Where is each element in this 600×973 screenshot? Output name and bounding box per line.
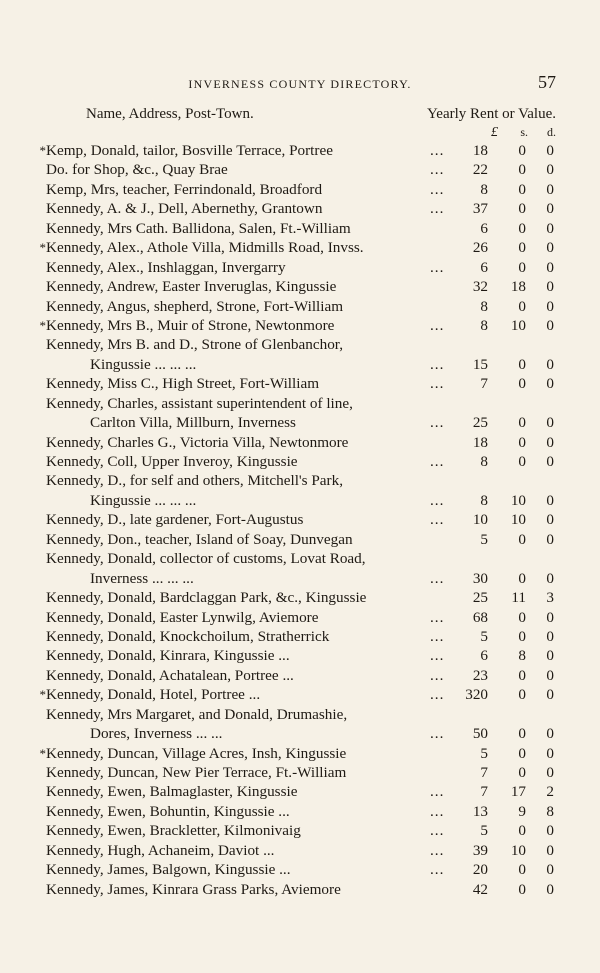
pounds-unit: £ (491, 125, 498, 140)
entry-dots: ... (430, 161, 445, 179)
entry-text: Kemp, Mrs, teacher, Ferrindonald, Broadford (46, 180, 323, 198)
entry-pounds: 5 (480, 744, 488, 762)
entry-pence: 0 (546, 861, 554, 879)
entry-dots: ... (430, 841, 445, 859)
entry-text: Kennedy, Don., teacher, Island of Soay, Dunvegan (46, 530, 353, 548)
entry-pounds: 50 (472, 725, 488, 743)
name-column-heading: Name, Address, Post-Town. (86, 106, 254, 122)
directory-entry (0, 685, 600, 704)
entry-pence: 0 (546, 278, 554, 296)
entry-pounds: 320 (465, 686, 488, 704)
entry-text: Kennedy, D., late gardener, Fort-Augustus (46, 511, 304, 529)
entry-text: Kennedy, Mrs B. and D., Strone of Glenbanchor, (46, 336, 344, 354)
directory-entry (0, 763, 600, 782)
entry-pence: 0 (546, 686, 554, 704)
directory-entry (0, 530, 600, 549)
entry-pounds: 39 (472, 841, 488, 859)
entry-shillings: 0 (518, 764, 526, 781)
directory-entry (0, 646, 600, 665)
entry-pounds: 8 (480, 180, 488, 198)
entry-dots: ... (430, 355, 445, 373)
entry-pence: 0 (546, 258, 554, 276)
entry-pounds: 8 (480, 316, 488, 334)
entry-text: Kennedy, Donald, Kinrara, Kingussie ... (46, 647, 290, 665)
directory-entry (0, 705, 600, 724)
directory-entry (0, 588, 600, 607)
directory-entry (0, 744, 600, 763)
entry-dots: ... (430, 375, 445, 393)
entry-pence: 0 (546, 608, 554, 626)
directory-entry (0, 413, 600, 432)
entry-dots: ... (430, 511, 445, 529)
entry-text: Kennedy, Duncan, Village Acres, Insh, Kingussie (46, 744, 347, 762)
column-headings (0, 106, 600, 126)
entry-pence: 3 (546, 589, 554, 607)
entry-pounds: 7 (480, 375, 488, 393)
entry-pounds: 25 (472, 414, 488, 432)
entry-pounds: 8 (480, 491, 488, 509)
rent-column-heading: Yearly Rent or Value. (426, 106, 556, 122)
entry-pence: 0 (546, 161, 554, 179)
directory-entry (0, 549, 600, 568)
directory-entry (0, 666, 600, 685)
entry-dots: ... (430, 627, 445, 645)
directory-entry (0, 491, 600, 510)
entry-shillings: 8 (518, 647, 526, 665)
directory-entry (0, 452, 600, 471)
entry-shillings: 10 (510, 316, 526, 334)
entry-pence: 0 (546, 316, 554, 334)
entry-mark: * (39, 240, 46, 256)
entry-dots: ... (430, 258, 445, 276)
entry-pounds: 20 (472, 861, 488, 879)
entry-pounds: 5 (480, 627, 488, 645)
entry-text: Dores, Inverness ... ... (90, 725, 223, 743)
directory-entry (0, 316, 600, 335)
entry-shillings: 0 (518, 375, 526, 393)
entry-text: Kennedy, Angus, shepherd, Strone, Fort-William (46, 297, 344, 315)
entry-shillings: 0 (518, 258, 526, 276)
currency-units (0, 125, 600, 141)
directory-entry (0, 802, 600, 821)
entry-text: Kennedy, Miss C., High Street, Fort-William (46, 375, 320, 393)
entry-pounds: 10 (472, 511, 488, 529)
entry-shillings: 0 (518, 666, 526, 684)
directory-entry (0, 258, 600, 277)
directory-entry (0, 860, 600, 879)
entry-shillings: 0 (518, 433, 526, 451)
entry-pounds: 26 (472, 239, 488, 257)
entry-pounds: 18 (472, 142, 488, 159)
entry-pounds: 22 (472, 161, 488, 179)
entry-shillings: 10 (510, 841, 526, 859)
entry-pounds: 8 (480, 297, 488, 315)
shillings-unit: s. (520, 125, 528, 139)
entry-pounds: 32 (472, 278, 488, 296)
entry-dots: ... (430, 861, 445, 879)
entry-shillings: 0 (518, 608, 526, 626)
entry-shillings: 0 (518, 200, 526, 218)
entry-text: Kennedy, Mrs B., Muir of Strone, Newtonmore (46, 316, 335, 334)
entry-dots: ... (430, 666, 445, 684)
entry-pounds: 8 (480, 453, 488, 470)
directory-entry (0, 569, 600, 588)
entry-dots: ... (430, 180, 445, 198)
entry-pounds: 37 (472, 200, 488, 218)
entry-text: Kennedy, Donald, collector of customs, Lovat Road, (46, 550, 366, 568)
directory-entry (0, 141, 600, 160)
entry-pounds: 7 (480, 764, 488, 781)
entry-text: Kennedy, James, Balgown, Kingussie ... (46, 861, 291, 879)
entry-text: Kingussie ... ... ... (90, 491, 197, 509)
entry-shillings: 0 (518, 239, 526, 257)
entry-text: Kennedy, Ewen, Bohuntin, Kingussie ... (46, 802, 290, 820)
entry-shillings: 0 (518, 180, 526, 198)
directory-entry (0, 471, 600, 490)
entry-pence: 0 (546, 647, 554, 665)
entry-pence: 0 (546, 433, 554, 451)
entry-text: Kennedy, Ewen, Brackletter, Kilmonivaig (46, 822, 301, 840)
entry-dots: ... (430, 569, 445, 587)
entry-text: Kennedy, Ewen, Balmaglaster, Kingussie (46, 783, 298, 801)
entry-shillings: 0 (518, 297, 526, 315)
directory-entry (0, 219, 600, 238)
entry-shillings: 0 (518, 880, 526, 898)
entry-dots: ... (430, 647, 445, 665)
entry-text: Carlton Villa, Millburn, Inverness (90, 414, 296, 432)
entry-mark: * (39, 745, 46, 761)
entry-pounds: 42 (472, 880, 488, 898)
pence-unit: d. (547, 125, 556, 139)
entry-text: Kennedy, Coll, Upper Inveroy, Kingussie (46, 453, 298, 470)
entry-pounds: 68 (472, 608, 488, 626)
entry-pounds: 6 (480, 647, 488, 665)
entry-pounds: 6 (480, 219, 488, 237)
entry-text: Kennedy, Donald, Easter Lynwilg, Aviemore (46, 608, 319, 626)
directory-entry (0, 277, 600, 296)
entry-shillings: 0 (518, 355, 526, 373)
entry-pounds: 5 (480, 530, 488, 548)
entry-pence: 0 (546, 453, 554, 470)
entry-pence: 0 (546, 744, 554, 762)
entry-text: Kemp, Donald, tailor, Bosville Terrace, Portree (46, 142, 333, 159)
directory-entry (0, 510, 600, 529)
entry-shillings: 11 (511, 589, 526, 607)
entry-dots: ... (430, 822, 445, 840)
entry-shillings: 0 (518, 161, 526, 179)
page-header (0, 74, 600, 94)
entry-pence: 0 (546, 530, 554, 548)
directory-entry (0, 335, 600, 354)
entry-pence: 0 (546, 841, 554, 859)
entry-text: Kennedy, D., for self and others, Mitchell's Park, (46, 472, 343, 490)
entry-pence: 0 (546, 239, 554, 257)
entry-pounds: 18 (472, 433, 488, 451)
page-number: 57 (538, 72, 556, 92)
directory-entry (0, 160, 600, 179)
directory-entry (0, 238, 600, 257)
entry-mark: * (39, 687, 46, 703)
entry-shillings: 0 (518, 530, 526, 548)
entry-pounds: 5 (480, 822, 488, 840)
entry-shillings: 17 (510, 783, 526, 801)
directory-entry (0, 180, 600, 199)
entry-text: Kingussie ... ... ... (90, 355, 197, 373)
entry-dots: ... (430, 316, 445, 334)
entry-text: Kennedy, Donald, Knockchoilum, Stratherrick (46, 627, 330, 645)
entry-pence: 0 (546, 414, 554, 432)
entry-shillings: 0 (518, 219, 526, 237)
entry-pounds: 6 (480, 258, 488, 276)
directory-entry (0, 841, 600, 860)
entry-pence: 0 (546, 880, 554, 898)
entry-text: Kennedy, Charles, assistant superintendent of line, (46, 394, 353, 412)
entry-pence: 0 (546, 297, 554, 315)
entry-shillings: 0 (518, 861, 526, 879)
entry-pence: 0 (546, 375, 554, 393)
entry-text: Kennedy, Donald, Achatalean, Portree ... (46, 666, 294, 684)
entry-shillings: 18 (510, 278, 526, 296)
entry-text: Kennedy, Andrew, Easter Inveruglas, Kingussie (46, 278, 337, 296)
entry-pence: 0 (546, 142, 554, 159)
entry-pounds: 7 (480, 783, 488, 801)
entry-dots: ... (430, 453, 445, 470)
entry-pence: 0 (546, 666, 554, 684)
entry-pence: 0 (546, 569, 554, 587)
entry-pence: 0 (546, 491, 554, 509)
entry-pence: 0 (546, 725, 554, 743)
entry-pence: 0 (546, 822, 554, 840)
directory-entry (0, 355, 600, 374)
page-title: INVERNESS COUNTY DIRECTORY. (188, 77, 412, 91)
entry-pence: 2 (546, 783, 554, 801)
directory-entry (0, 627, 600, 646)
entry-mark: * (39, 143, 46, 158)
entry-shillings: 0 (518, 414, 526, 432)
entry-pence: 0 (546, 511, 554, 529)
entry-text: Kennedy, Mrs Margaret, and Donald, Drumashie, (46, 705, 348, 723)
entry-shillings: 0 (518, 725, 526, 743)
entry-dots: ... (430, 491, 445, 509)
entry-shillings: 10 (510, 491, 526, 509)
directory-entries (0, 141, 600, 899)
entry-pence: 0 (546, 219, 554, 237)
directory-entry (0, 782, 600, 801)
entry-dots: ... (430, 608, 445, 626)
entry-shillings: 0 (518, 453, 526, 470)
entry-shillings: 0 (518, 686, 526, 704)
entry-pounds: 15 (472, 355, 488, 373)
entry-shillings: 10 (510, 511, 526, 529)
entry-dots: ... (430, 783, 445, 801)
entry-text: Kennedy, Donald, Bardclaggan Park, &c., Kingussie (46, 589, 367, 607)
directory-entry (0, 724, 600, 743)
entry-pounds: 23 (472, 666, 488, 684)
entry-pounds: 30 (472, 569, 488, 587)
entry-text: Kennedy, Hugh, Achaneim, Daviot ... (46, 841, 275, 859)
entry-pence: 0 (546, 180, 554, 198)
directory-entry (0, 433, 600, 452)
entry-pounds: 25 (472, 589, 488, 607)
directory-entry (0, 297, 600, 316)
entry-mark: * (39, 317, 46, 333)
entry-shillings: 0 (518, 744, 526, 762)
directory-entry (0, 394, 600, 413)
entry-shillings: 0 (518, 627, 526, 645)
entry-text: Kennedy, Donald, Hotel, Portree ... (46, 686, 261, 704)
entry-shillings: 0 (518, 822, 526, 840)
directory-entry (0, 880, 600, 899)
entry-text: Kennedy, A. & J., Dell, Abernethy, Grantown (46, 200, 323, 218)
entry-dots: ... (430, 414, 445, 432)
entry-shillings: 0 (518, 569, 526, 587)
entry-dots: ... (430, 200, 445, 218)
entry-text: Kennedy, Alex., Athole Villa, Midmills Road, Invss. (46, 239, 364, 257)
directory-entry (0, 821, 600, 840)
directory-entry (0, 199, 600, 218)
entry-pounds: 13 (472, 802, 488, 820)
entry-pence: 0 (546, 764, 554, 781)
entry-shillings: 0 (518, 142, 526, 159)
entry-pence: 0 (546, 627, 554, 645)
entry-dots: ... (430, 802, 445, 820)
entry-text: Kennedy, Charles G., Victoria Villa, Newtonmore (46, 433, 349, 451)
entry-pence: 0 (546, 355, 554, 373)
entry-text: Do. for Shop, &c., Quay Brae (46, 161, 228, 179)
entry-shillings: 9 (518, 802, 526, 820)
entry-dots: ... (430, 686, 445, 704)
directory-entry (0, 374, 600, 393)
entry-pence: 8 (546, 802, 554, 820)
directory-entry (0, 608, 600, 627)
entry-pence: 0 (546, 200, 554, 218)
entry-dots: ... (430, 725, 445, 743)
entry-dots: ... (430, 142, 445, 159)
entry-text: Kennedy, Duncan, New Pier Terrace, Ft.-William (46, 764, 347, 781)
entry-text: Kennedy, Mrs Cath. Ballidona, Salen, Ft.-William (46, 219, 351, 237)
entry-text: Inverness ... ... ... (90, 569, 194, 587)
entry-text: Kennedy, Alex., Inshlaggan, Invergarry (46, 258, 286, 276)
entry-text: Kennedy, James, Kinrara Grass Parks, Aviemore (46, 880, 341, 898)
